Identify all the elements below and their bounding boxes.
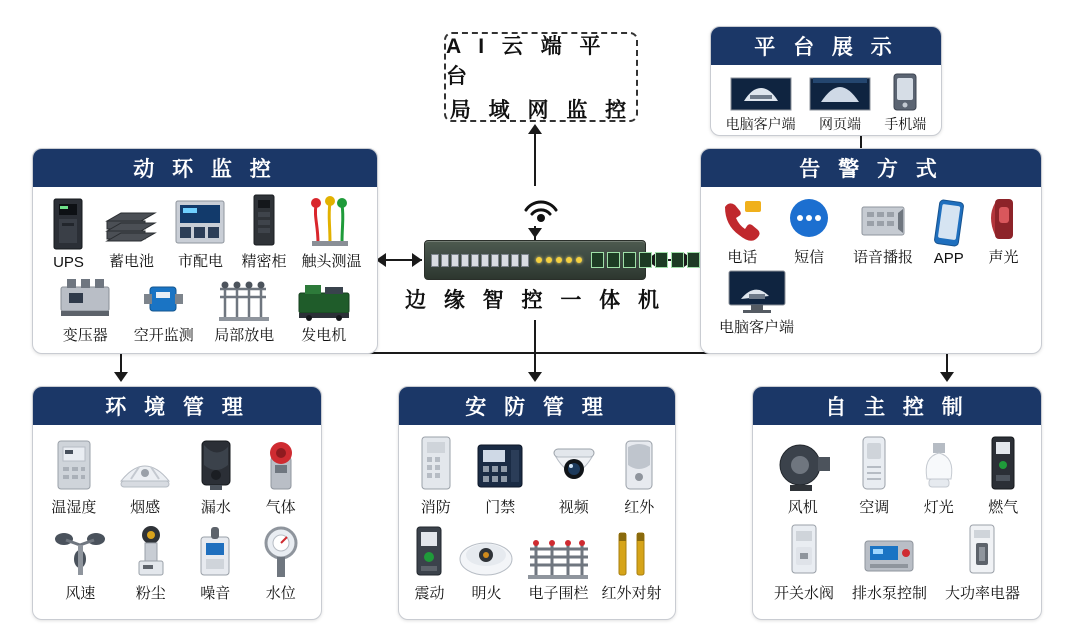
ctl-item-label: 开关水阀 (773, 585, 834, 602)
drain-pump-controller-icon (861, 531, 917, 579)
fire-control-panel-icon (417, 435, 455, 493)
dyn-item-label: 空开监测 (133, 327, 194, 344)
alarm-item-phone[interactable] (719, 197, 765, 267)
light-bulb-icon (917, 439, 961, 493)
panel-platform-display (710, 26, 942, 136)
dyn-item-label: 局部放电 (214, 327, 275, 344)
battery-bank-icon (103, 199, 159, 247)
dust-sensor-icon (131, 523, 171, 579)
module-slot (671, 252, 684, 268)
panel-environment-management (32, 386, 322, 620)
device-port (481, 254, 489, 267)
sec-item-label: 消防 (420, 499, 451, 516)
arrow-right-to-device-left (412, 253, 422, 267)
alarm-item-label: 电脑客户端 (719, 319, 795, 336)
module-slot (623, 252, 636, 268)
env-item-temp-humidity[interactable] (51, 437, 96, 517)
env-item-label: 烟感 (130, 499, 161, 516)
noise-sensor-icon (193, 525, 237, 579)
dyn-item-label: 市配电 (177, 253, 223, 270)
dyn-item-transformer[interactable] (57, 273, 113, 345)
dyn-item-label: 发电机 (301, 327, 347, 344)
status-led (556, 257, 562, 263)
desktop-computer-icon (727, 269, 787, 313)
env-item-dust[interactable] (131, 523, 171, 603)
ctl-item-label: 排水泵控制 (851, 585, 927, 602)
sec-item-label: 震动 (414, 585, 445, 602)
device-port (471, 254, 479, 267)
gas-detector-icon (259, 439, 303, 493)
sound-light-alarm-icon (985, 195, 1023, 243)
ctl-item-high-power[interactable] (945, 521, 1020, 603)
dyn-item-precision-cabinet[interactable] (241, 193, 286, 271)
dyn-item-label: 变压器 (62, 327, 108, 344)
infrared-beam-pair-icon (609, 529, 653, 579)
vibration-sensor-icon (412, 523, 446, 579)
flame-detector-icon (457, 533, 515, 579)
voice-broadcast-icon (858, 199, 908, 243)
platform-item-label: 电脑客户端 (725, 116, 796, 132)
sms-bubble-icon (786, 197, 832, 243)
gas-valve-controller-icon (986, 435, 1020, 493)
arrow-down-to-device (528, 228, 542, 238)
dyn-item-generator[interactable] (295, 277, 353, 345)
status-led (536, 257, 542, 263)
panel-dynamic-env-title: 动 环 监 控 (33, 149, 377, 187)
device-status-leds (536, 257, 582, 263)
ctl-item-label: 空调 (859, 499, 890, 516)
panel-alarm-title: 告 警 方 式 (701, 149, 1041, 187)
water-valve-icon (784, 521, 824, 579)
platform-item-pc-client[interactable] (726, 77, 796, 134)
telephone-icon (719, 197, 765, 243)
alarm-item-voice[interactable] (853, 199, 913, 267)
panel-platform-title: 平 台 展 示 (711, 27, 941, 65)
contact-temperature-sensor-icon (308, 195, 354, 247)
ctl-item-light[interactable] (917, 439, 961, 517)
desktop-computer-icon (730, 77, 792, 111)
blower-fan-icon (774, 439, 832, 493)
alarm-item-label: 语音播报 (852, 249, 913, 266)
dyn-item-ups[interactable] (48, 197, 88, 271)
env-item-label: 气体 (265, 499, 296, 516)
water-level-sensor-icon (260, 523, 302, 579)
sec-item-video[interactable] (546, 443, 602, 517)
module-slot (591, 252, 604, 268)
device-port (451, 254, 459, 267)
dyn-item-battery[interactable] (103, 199, 159, 271)
module-slot (687, 252, 700, 268)
env-item-wind-speed[interactable] (52, 523, 108, 603)
alarm-item-app[interactable] (934, 199, 964, 267)
connector-platform-vertical (860, 136, 862, 148)
dome-camera-icon (546, 443, 602, 493)
device-port (511, 254, 519, 267)
transformer-icon (57, 273, 113, 321)
sec-item-electronic-fence[interactable] (526, 533, 590, 603)
cloud-platform-box (444, 32, 638, 122)
wifi-icon (512, 186, 570, 226)
air-conditioner-icon (857, 435, 891, 493)
env-item-water-leak[interactable] (194, 437, 238, 517)
panel-environment-title: 环 境 管 理 (33, 387, 321, 425)
module-slot (639, 252, 652, 268)
env-item-label: 漏水 (200, 499, 231, 516)
arrow-down-env (114, 372, 128, 382)
env-item-smoke[interactable] (117, 449, 173, 517)
panel-security-management (398, 386, 676, 620)
sec-item-label: 红外 (624, 499, 655, 516)
sec-item-label: 明火 (471, 585, 502, 602)
env-item-label: 水位 (265, 585, 296, 602)
temperature-humidity-sensor-icon (52, 437, 96, 493)
env-item-label: 温湿度 (51, 499, 97, 516)
precision-cabinet-icon (249, 193, 279, 247)
sec-item-fire[interactable] (417, 435, 455, 517)
ctl-item-gas-valve[interactable] (986, 435, 1020, 517)
device-port (491, 254, 499, 267)
alarm-item-label: 电话 (727, 249, 758, 266)
status-led (566, 257, 572, 263)
sec-item-infrared[interactable] (621, 437, 657, 517)
status-led (576, 257, 582, 263)
device-port (461, 254, 469, 267)
mobile-phone-icon (892, 73, 918, 111)
cloud-line-1: A I 云 端 平 台 (446, 35, 607, 88)
sec-item-label: 视频 (558, 499, 589, 516)
ctl-item-label: 风机 (787, 499, 818, 516)
smoke-detector-icon (117, 449, 173, 493)
sec-item-label: 门禁 (485, 499, 516, 516)
breaker-monitor-icon (142, 277, 186, 321)
platform-item-mobile[interactable] (884, 73, 926, 134)
env-item-water-level[interactable] (260, 523, 302, 603)
center-device-label: 边 缘 智 控 一 体 机 (404, 289, 665, 312)
device-port (431, 254, 439, 267)
sec-item-access-control[interactable] (474, 439, 526, 517)
env-item-label: 粉尘 (135, 585, 166, 602)
connector-cloud-vertical (534, 134, 536, 186)
dyn-item-power-dist[interactable] (174, 197, 226, 271)
device-module-slots (591, 252, 716, 268)
dyn-item-contact-temp[interactable] (301, 195, 361, 271)
env-item-noise[interactable] (193, 525, 237, 603)
sec-item-label: 红外对射 (601, 585, 662, 602)
arrow-down-security (528, 372, 542, 382)
power-distribution-meter-icon (174, 197, 226, 247)
ctl-item-water-valve[interactable] (774, 521, 834, 603)
alarm-item-pc-client[interactable] (719, 269, 794, 337)
edge-controller-appliance[interactable] (424, 240, 646, 280)
arrow-down-control (940, 372, 954, 382)
dyn-item-label: 触头测温 (301, 253, 362, 270)
dyn-item-label: 精密柜 (241, 253, 287, 270)
ctl-item-drain-pump[interactable] (852, 531, 927, 603)
alarm-item-label: 短信 (794, 249, 825, 266)
env-item-gas[interactable] (259, 439, 303, 517)
alarm-item-sound-light[interactable] (985, 195, 1023, 267)
platform-item-web[interactable] (809, 77, 871, 134)
alarm-item-label: 声光 (988, 249, 1019, 266)
ctl-item-label: 灯光 (923, 499, 954, 516)
partial-discharge-icon (217, 275, 271, 321)
ctl-item-fan[interactable] (774, 439, 832, 517)
sec-item-flame[interactable] (457, 533, 515, 603)
anemometer-icon (52, 523, 108, 579)
env-item-label: 风速 (65, 585, 96, 602)
smartphone-app-icon (934, 199, 964, 247)
dyn-item-breaker-monitor[interactable] (134, 277, 194, 345)
env-item-label: 噪音 (200, 585, 231, 602)
water-leak-detector-icon (194, 437, 238, 493)
alarm-item-sms[interactable] (786, 197, 832, 267)
ctl-item-ac[interactable] (857, 435, 891, 517)
panel-security-title: 安 防 管 理 (399, 387, 675, 425)
panel-dynamic-env-monitoring (32, 148, 378, 354)
sec-item-label: 电子围栏 (528, 585, 589, 602)
infrared-motion-sensor-icon (621, 437, 657, 493)
device-port (441, 254, 449, 267)
dyn-item-label: 蓄电池 (108, 253, 154, 270)
generator-icon (295, 277, 353, 321)
module-slot (655, 252, 668, 268)
platform-item-label: 手机端 (884, 116, 927, 132)
electronic-fence-icon (526, 533, 590, 579)
ctl-item-label: 大功率电器 (944, 585, 1020, 602)
device-ports (431, 254, 529, 267)
panel-autonomous-control (752, 386, 1042, 620)
device-port (521, 254, 529, 267)
connector-bottom-stem (534, 320, 536, 352)
device-port (501, 254, 509, 267)
module-slot (607, 252, 620, 268)
cloud-line-2: 局 域 网 监 控 (449, 99, 633, 122)
sec-item-vibration[interactable] (412, 523, 446, 603)
access-control-icon (474, 439, 526, 493)
status-led (546, 257, 552, 263)
panel-alarm-methods (700, 148, 1042, 354)
ctl-item-label: 燃气 (988, 499, 1019, 516)
panel-autonomous-title: 自 主 控 制 (753, 387, 1041, 425)
platform-item-label: 网页端 (818, 116, 861, 132)
ups-cabinet-icon (48, 197, 88, 251)
high-power-appliance-icon (962, 521, 1002, 579)
dyn-item-label: UPS (53, 254, 84, 271)
dyn-item-partial-discharge[interactable] (214, 275, 274, 345)
web-browser-icon (809, 77, 871, 111)
arrow-up-to-cloud (528, 124, 542, 134)
sec-item-infrared-beam[interactable] (601, 529, 661, 603)
alarm-item-label: APP (933, 250, 964, 267)
